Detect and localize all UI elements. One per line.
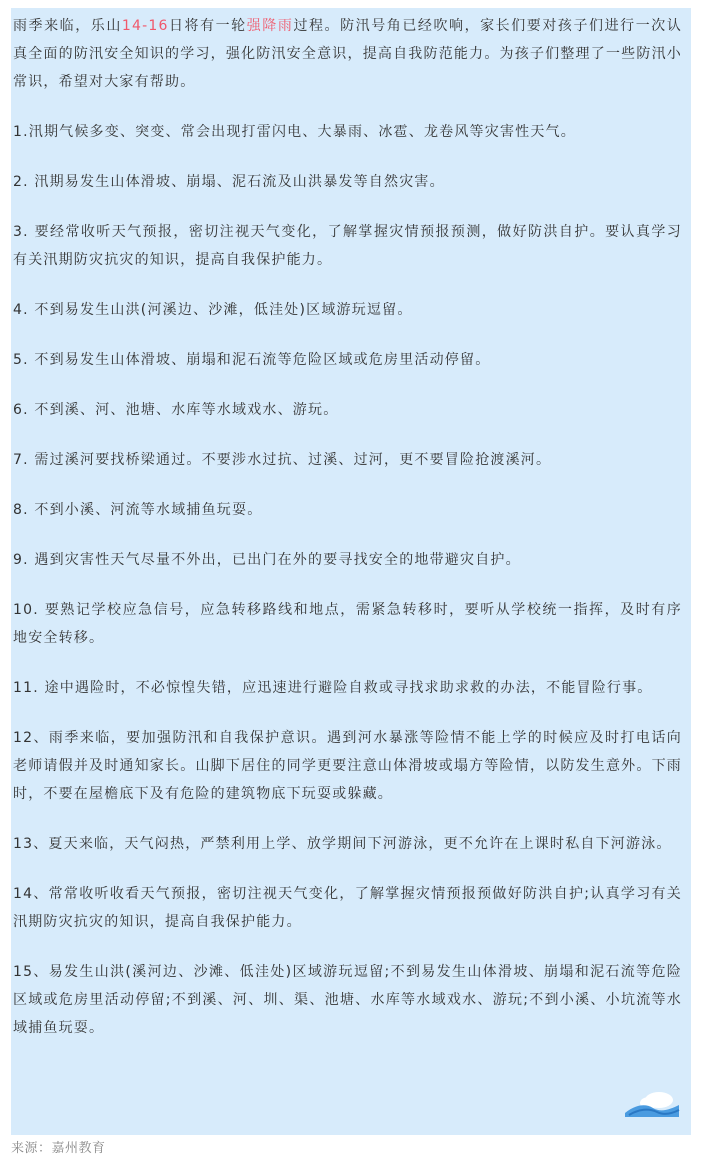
intro-text-1: 雨季来临，乐山 (13, 18, 122, 34)
tip-item: 6. 不到溪、河、池塘、水库等水域戏水、游玩。 (13, 402, 339, 418)
wave-cloud-icon (623, 1091, 681, 1117)
tip-item: 2. 汛期易发生山体滑坡、崩塌、泥石流及山洪暴发等自然灾害。 (13, 174, 445, 190)
intro-text-2: 日将有一轮 (168, 18, 247, 34)
article-card (11, 8, 691, 1135)
tip-item: 4. 不到易发生山洪(河溪边、沙滩，低洼处)区域游玩逗留。 (13, 302, 413, 318)
tip-item: 7. 需过溪河要找桥梁通过。不要涉水过抗、过溪、过河，更不要冒险抢渡溪河。 (13, 452, 552, 468)
tip-item: 12、雨季来临，要加强防汛和自我保护意识。遇到河水暴涨等险情不能上学的时候应及时打电话向老师请假并及时通知家长。山脚下居住的同学更要注意山体滑坡或塌方等险情，以防发生意外。下雨时，不要在屋檐底下及有危险的建筑物底下玩耍或躲藏。 (13, 730, 682, 802)
intro-date: 14-16 (121, 18, 169, 34)
tip-item: 13、夏天来临，天气闷热，严禁利用上学、放学期间下河游泳，更不允许在上课时私自下河游泳。 (13, 836, 672, 852)
tip-item: 10. 要熟记学校应急信号，应急转移路线和地点，需紧急转移时，要听从学校统一指挥，及时有序地安全转移。 (13, 602, 682, 646)
tip-item: 15、易发生山洪(溪河边、沙滩、低洼处)区域游玩逗留;不到易发生山体滑坡、崩塌和泥石流等危险区域或危房里活动停留;不到溪、河、圳、渠、池塘、水库等水域戏水、游玩;不到小溪、小坑流等水域捕鱼玩耍。 (13, 964, 682, 1036)
tip-item: 3. 要经常收听天气预报，密切注视天气变化，了解掌握灾情预报预测，做好防洪自护。要认真学习有关汛期防灾抗灾的知识，提高自我保护能力。 (13, 224, 682, 268)
intro-text-3: 过程。防汛号角已经吹响，家长们要对孩子们进行一次认真全面的防汛安全知识的学习，强化防汛安全意识，提高自我防范能力。为孩子们整理了一些防汛小常识，希望对大家有帮助。 (13, 18, 683, 90)
tip-item: 9. 遇到灾害性天气尽量不外出，已出门在外的要寻找安全的地带避灾自护。 (13, 552, 521, 568)
tip-item: 14、常常收听收看天气预报，密切注视天气变化，了解掌握灾情预报预做好防洪自护;认真学习有关汛期防灾抗灾的知识，提高自我保护能力。 (13, 886, 682, 930)
tip-item: 5. 不到易发生山体滑坡、崩塌和泥石流等危险区域或危房里活动停留。 (13, 352, 491, 368)
intro-highlight: 强降雨 (246, 18, 294, 34)
intro-paragraph (13, 12, 682, 96)
tip-item: 11. 途中遇险时，不必惊惶失错，应迅速进行避险自救或寻找求助求救的办法，不能冒险行事。 (13, 680, 653, 696)
tip-item: 8. 不到小溪、河流等水域捕鱼玩耍。 (13, 502, 263, 518)
source-credit: 来源：嘉州教育 (11, 1141, 106, 1156)
tip-item: 1.汛期气候多变、突变、常会出现打雷闪电、大暴雨、冰雹、龙卷风等灾害性天气。 (13, 124, 576, 140)
article-body (11, 8, 691, 1135)
